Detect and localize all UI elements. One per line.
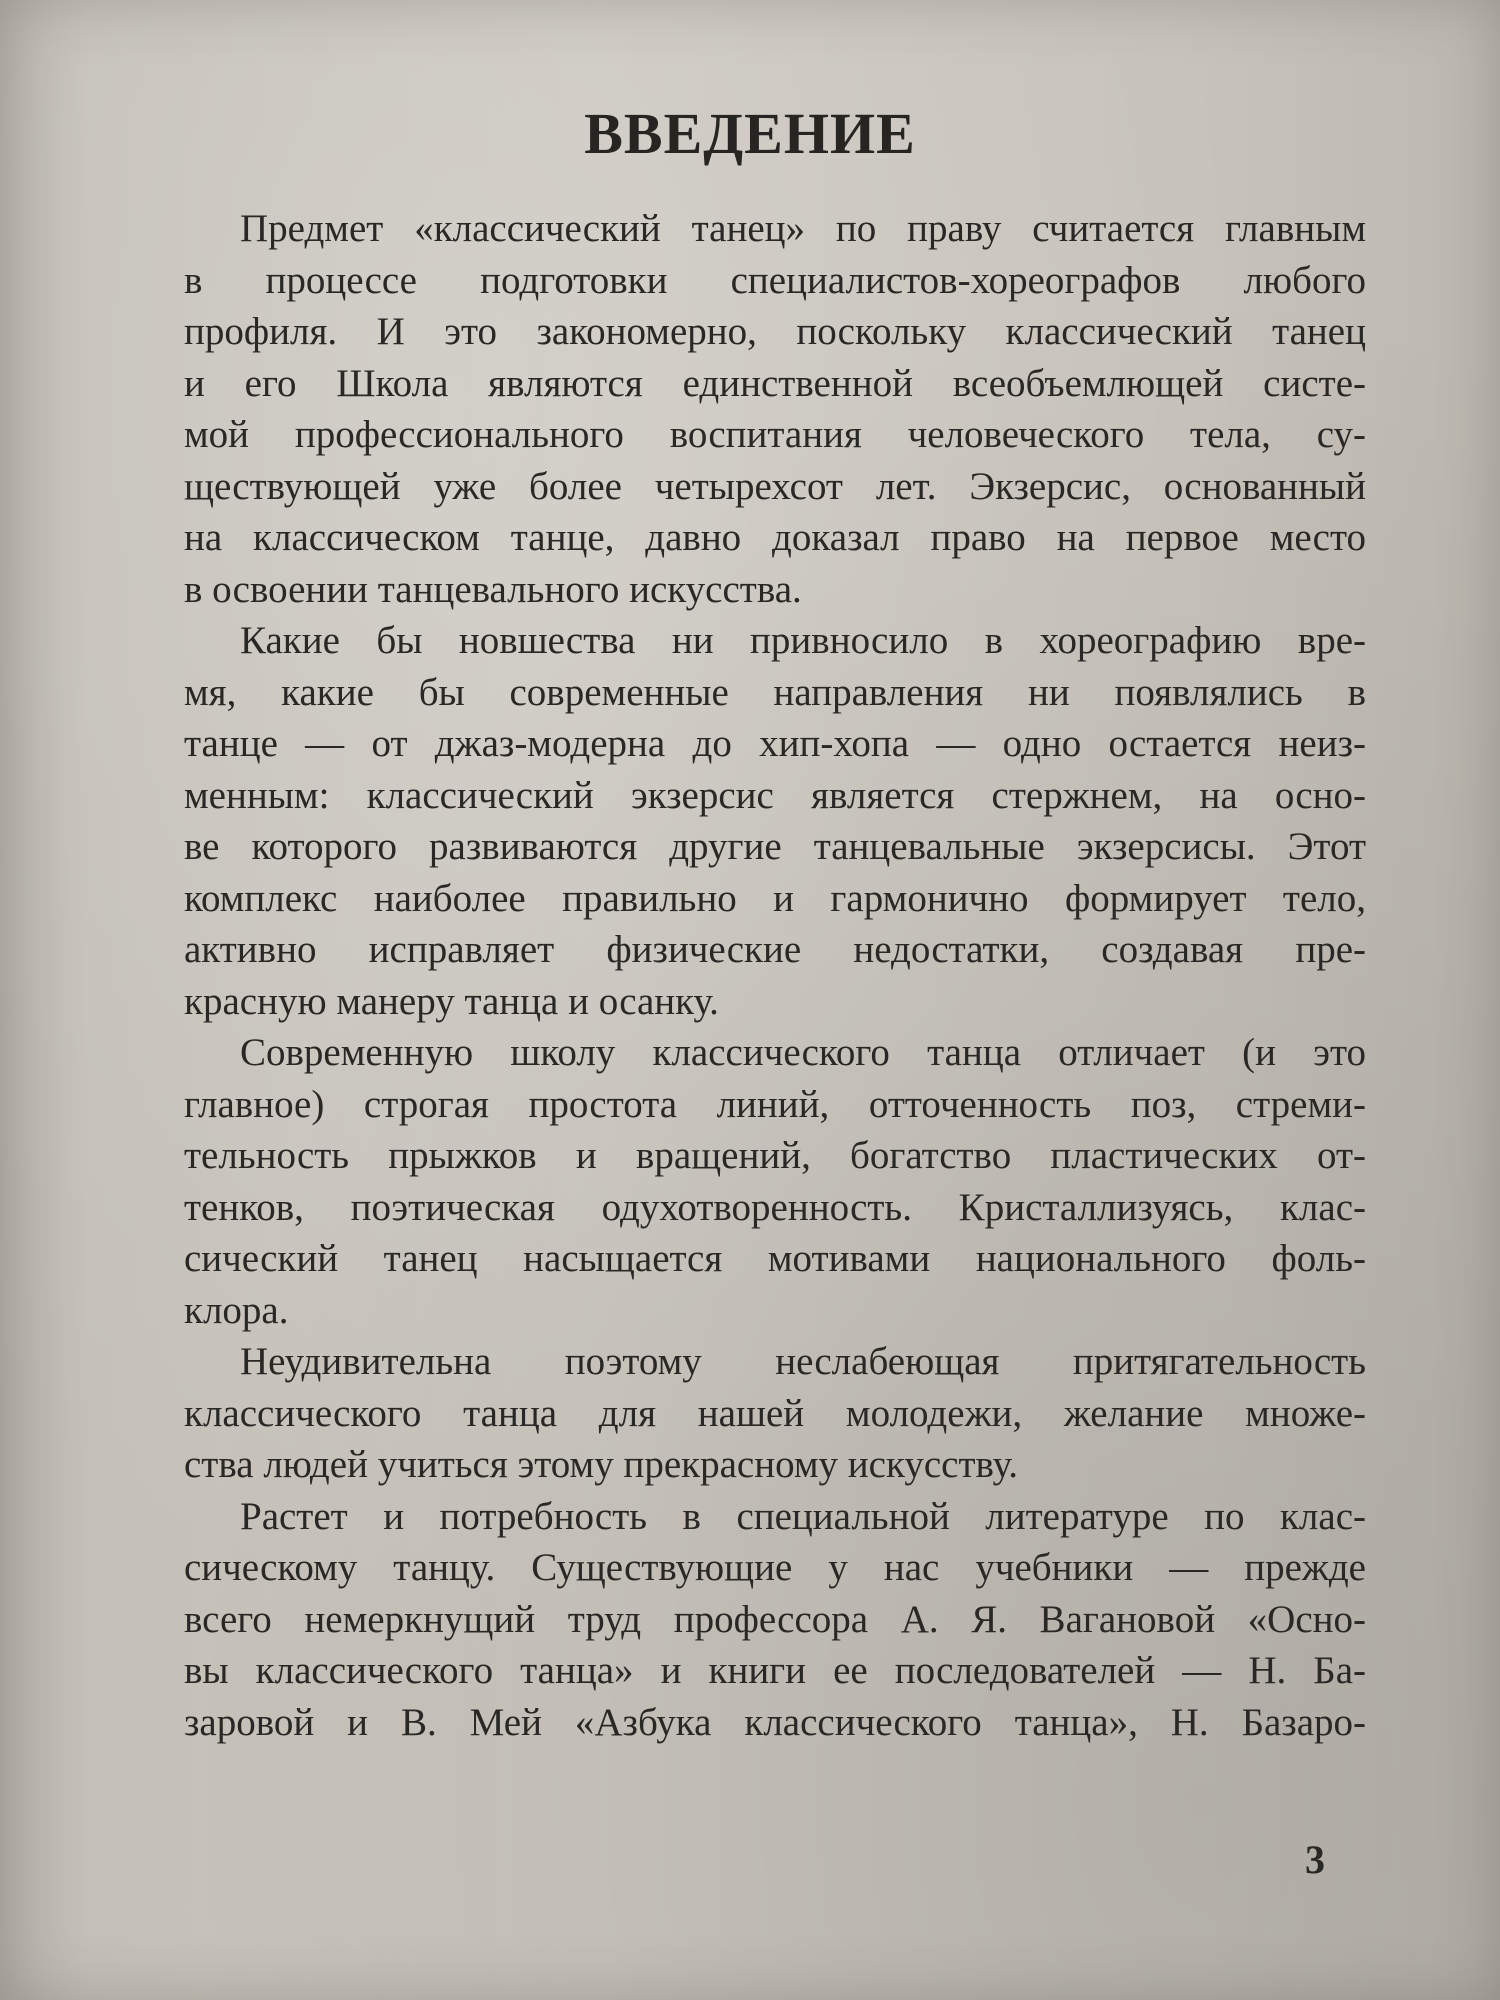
- text-line: клора.: [184, 1288, 289, 1332]
- text-line: танце — от джаз-модерна до хип-хопа — одно остается неиз-: [184, 722, 1366, 765]
- text-line: тельность прыжков и вращений, богатство пластических от-: [184, 1134, 1366, 1177]
- text-line: сический танец насыщается мотивами национального фоль-: [184, 1237, 1366, 1280]
- text-line: Современную школу классического танца отличает (и это: [240, 1031, 1366, 1074]
- text-line: Предмет «классический танец» по праву считается главным: [240, 207, 1366, 250]
- text-line: комплекс наиболее правильно и гармонично формирует тело,: [184, 876, 1366, 920]
- text-line: на классическом танце, давно доказал право на первое место: [184, 516, 1366, 559]
- text-line: ществующей уже более четырехсот лет. Экзерсис, основанный: [184, 464, 1366, 508]
- text-line: ве которого развиваются другие танцевальные экзерсисы. Этот: [184, 825, 1366, 868]
- text-line: вы классического танца» и книги ее последователей — Н. Ба-: [184, 1649, 1366, 1692]
- text-line: тенков, поэтическая одухотворенность. Кристаллизуясь, клас-: [184, 1185, 1366, 1229]
- text-line: активно исправляет физические недостатки, создавая пре-: [184, 928, 1366, 971]
- chapter-heading: ВВЕДЕНИЕ: [584, 101, 916, 166]
- text-line: ства людей учиться этому прекрасному искусству.: [184, 1443, 1018, 1486]
- text-line: профиля. И это закономерно, поскольку классический танец: [184, 310, 1366, 353]
- body-text: [128, 203, 1366, 1748]
- text-line: сическому танцу. Существующие у нас учебники — прежде: [184, 1546, 1366, 1589]
- paragraph-3: [128, 1027, 1366, 1336]
- text-line: всего немеркнущий труд профессора А. Я. Вагановой «Осно-: [184, 1597, 1366, 1641]
- text-line: заровой и В. Мей «Азбука классического танца», Н. Базаро-: [184, 1700, 1366, 1744]
- text-line: Какие бы новшества ни привносило в хореографию вре-: [240, 619, 1366, 662]
- paragraph-1: [128, 203, 1366, 615]
- text-line: мой профессионального воспитания человеческого тела, су-: [184, 413, 1366, 456]
- text-line: менным: классический экзерсис является стержнем, на осно-: [184, 773, 1366, 817]
- text-line: Растет и потребность в специальной литературе по клас-: [240, 1494, 1366, 1538]
- text-line: и его Школа являются единственной всеобъемлющей систе-: [184, 361, 1366, 405]
- page-number: 3: [1305, 1837, 1325, 1882]
- paragraph-5: [128, 1491, 1366, 1749]
- text-line: красную манеру танца и осанку.: [184, 979, 719, 1023]
- text-line: в освоении танцевального искусства.: [184, 567, 802, 611]
- text-line: Неудивительна поэтому неслабеющая притягательность: [240, 1340, 1366, 1383]
- text-line: мя, какие бы современные направления ни появлялись в: [184, 670, 1366, 714]
- text-line: главное) строгая простота линий, отточенность поз, стреми-: [184, 1082, 1366, 1126]
- text-line: классического танца для нашей молодежи, желание множе-: [184, 1391, 1366, 1435]
- text-line: в процессе подготовки специалистов-хореографов любого: [184, 258, 1366, 302]
- paragraph-2: [128, 615, 1366, 1027]
- paragraph-4: [128, 1336, 1366, 1491]
